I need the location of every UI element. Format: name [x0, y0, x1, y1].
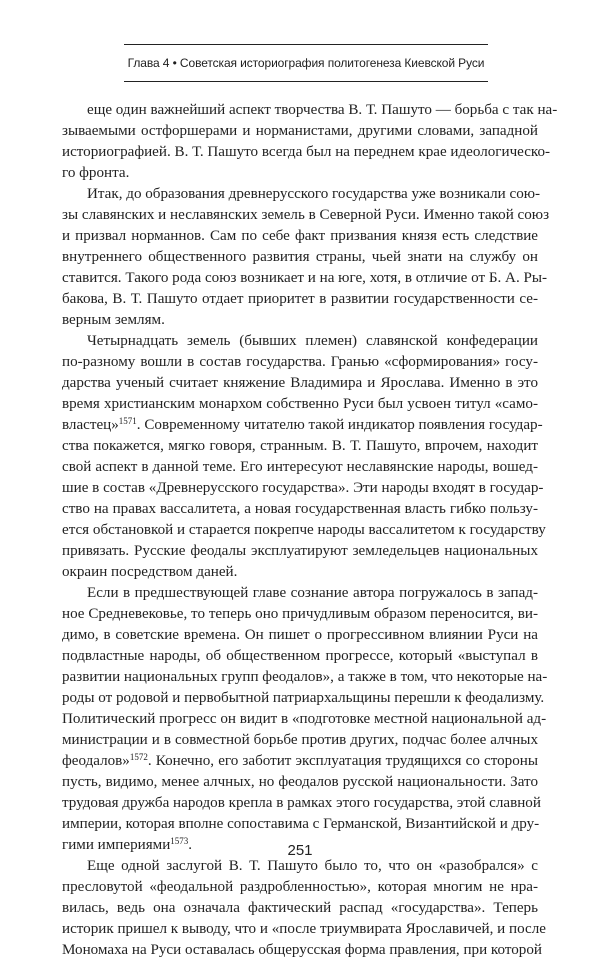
text-segment: развитии национальных групп феодалов», а также в том, что некоторые на- — [62, 669, 548, 685]
text-segment: димо, в советские времена. Он пишет о прогрессивном влиянии Руси на — [62, 627, 538, 643]
text-segment: и призвал норманнов. Сам по себе факт призвания князя есть следствие — [62, 228, 538, 244]
text-line — [62, 310, 538, 331]
text-line — [62, 583, 538, 604]
text-segment: подвластные народы, об общественном прогрессе, который «выступал в — [62, 648, 538, 664]
text-segment: пусть, видимо, менее алчных, но феодалов русской национальности. Зато — [62, 774, 538, 790]
text-line — [62, 814, 538, 835]
text-segment: по-разному вошли в состав государства. Гранью «сформирования» госу- — [62, 354, 538, 370]
text-line — [62, 226, 538, 247]
text-segment: дарства ученый считает княжение Владимира и Ярослава. Именно в это — [62, 375, 538, 391]
text-line — [62, 667, 548, 688]
text-segment: трудовая дружба народов крепла в рамках этого государства, этой славной — [62, 795, 541, 811]
text-line — [62, 793, 541, 814]
text-segment: властец» — [62, 417, 119, 433]
text-line — [62, 436, 538, 457]
text-segment: Итак, до образования древнерусского государства уже возникали сою- — [87, 186, 541, 202]
main-text — [62, 100, 558, 961]
footnote-ref: 1573 — [170, 836, 189, 846]
text-line — [62, 457, 538, 478]
text-line — [62, 751, 538, 772]
text-line — [62, 562, 538, 583]
text-line — [62, 100, 558, 121]
text-segment: зываемыми остфоршерами и норманистами, другими словами, западной — [62, 123, 538, 139]
text-line — [62, 247, 538, 268]
text-line — [62, 184, 541, 205]
text-line — [62, 709, 547, 730]
text-line — [62, 478, 544, 499]
text-segment: ное Средневековье, то теперь оно причудливым образом переносится, ви- — [62, 606, 538, 622]
text-segment: еще один важнейший аспект творчества В. Т. Пашуто — борьба с так на- — [87, 102, 558, 118]
footnote-ref: 1571 — [118, 416, 137, 426]
text-segment: министрации и в совместной борьбе против других, подчас более алчных — [62, 732, 538, 748]
text-segment: ется обстановкой и старается покрепче народы вассалитетом к государству — [62, 522, 546, 538]
text-line — [62, 394, 538, 415]
text-segment: Мономаха на Руси оставалась общерусская форма правления, при которой — [62, 942, 542, 958]
footnote-ref: 1572 — [129, 752, 148, 762]
text-segment: пресловутой «феодальной раздробленностью», которая многим не нра- — [62, 879, 538, 895]
paragraph — [62, 331, 546, 583]
text-segment: роды от родовой и первобытной патриархальщины перешли к феодализму. — [62, 690, 545, 706]
running-header: Глава 4 • Советская историография политогенеза Киевской Руси — [124, 44, 488, 82]
text-line — [62, 646, 538, 667]
paragraph — [62, 100, 558, 184]
text-segment: окраин посредством даней. — [62, 564, 238, 580]
text-segment: Политический прогресс он видит в «подготовке местной национальной ад- — [62, 711, 547, 727]
text-segment: шие в состав «Древнерусского государства». Эти народы входят в государ- — [62, 480, 544, 496]
text-segment: зы славянских и неславянских земель в Северной Руси. Именно такой союз — [62, 207, 550, 223]
text-segment: ства покажется, мягко говоря, странным. В. Т. Пашуто, впрочем, находит — [62, 438, 538, 454]
text-line — [62, 121, 538, 142]
text-line — [62, 604, 538, 625]
text-line — [62, 520, 546, 541]
text-segment: Четырнадцать земель (бывших племен) славянской конфедерации — [87, 333, 538, 349]
text-line — [62, 415, 543, 436]
text-line — [62, 919, 546, 940]
text-line — [62, 163, 538, 184]
text-line — [62, 541, 538, 562]
text-segment: ство на правах вассалитета, а новая государственная власть гибко пользу- — [62, 501, 538, 517]
text-segment: вилась, ведь она означала фактический распад «государства». Теперь — [62, 900, 538, 916]
text-line — [62, 331, 538, 352]
text-line — [62, 289, 538, 310]
text-segment: привязать. Русские феодалы эксплуатируют земледельцев национальных — [62, 543, 538, 559]
text-segment: бакова, В. Т. Пашуто отдает приоритет в развитии государственности се- — [62, 291, 538, 307]
text-segment: внутреннего общественного развития страны, чьей знати на службу он — [62, 249, 538, 265]
text-line — [62, 373, 538, 394]
paragraph — [62, 856, 546, 961]
page-number: 251 — [287, 842, 313, 859]
paragraph — [62, 184, 550, 331]
text-line — [62, 499, 538, 520]
text-segment: верным землям. — [62, 312, 165, 328]
text-line — [62, 268, 548, 289]
text-segment: феодалов» — [62, 753, 130, 769]
text-line — [62, 205, 550, 226]
text-segment: империи, которая вполне сопоставима с Германской, Византийской и дру- — [62, 816, 540, 832]
text-line — [62, 352, 538, 373]
text-segment: гими империями — [62, 837, 171, 853]
text-line — [62, 142, 551, 163]
text-line — [62, 625, 538, 646]
text-segment: ставится. Такого рода союз возникает и на юге, хотя, в отличие от Б. А. Ры- — [62, 270, 548, 286]
text-line — [62, 730, 538, 751]
text-line — [62, 772, 538, 793]
text-segment: . Конечно, его заботит эксплуатация трудящихся со стороны — [147, 753, 538, 769]
paragraph — [62, 583, 548, 856]
text-line — [62, 898, 538, 919]
text-segment: время христианским монархом собственно Руси был усвоен титул «само- — [62, 396, 538, 412]
text-line — [62, 877, 538, 898]
text-segment: историографией. В. Т. Пашуто всегда был на переднем крае идеологическо- — [62, 144, 551, 160]
text-line — [62, 940, 542, 961]
text-segment: Еще одной заслугой В. Т. Пашуто было то, что он «разобрался» с — [87, 858, 538, 874]
text-segment: Если в предшествующей главе сознание автора погружалось в запад- — [87, 585, 538, 601]
text-line — [62, 856, 538, 877]
text-segment: свой аспект в данной теме. Его интересуют неславянские народы, вошед- — [62, 459, 538, 475]
text-segment: . Современному читателю такой индикатор появления государ- — [136, 417, 543, 433]
text-segment: го фронта. — [62, 165, 130, 181]
text-segment: историк пришел к выводу, что и «после триумвирата Ярославичей, и после — [62, 921, 546, 937]
text-line — [62, 688, 545, 709]
text-segment: . — [188, 837, 193, 853]
